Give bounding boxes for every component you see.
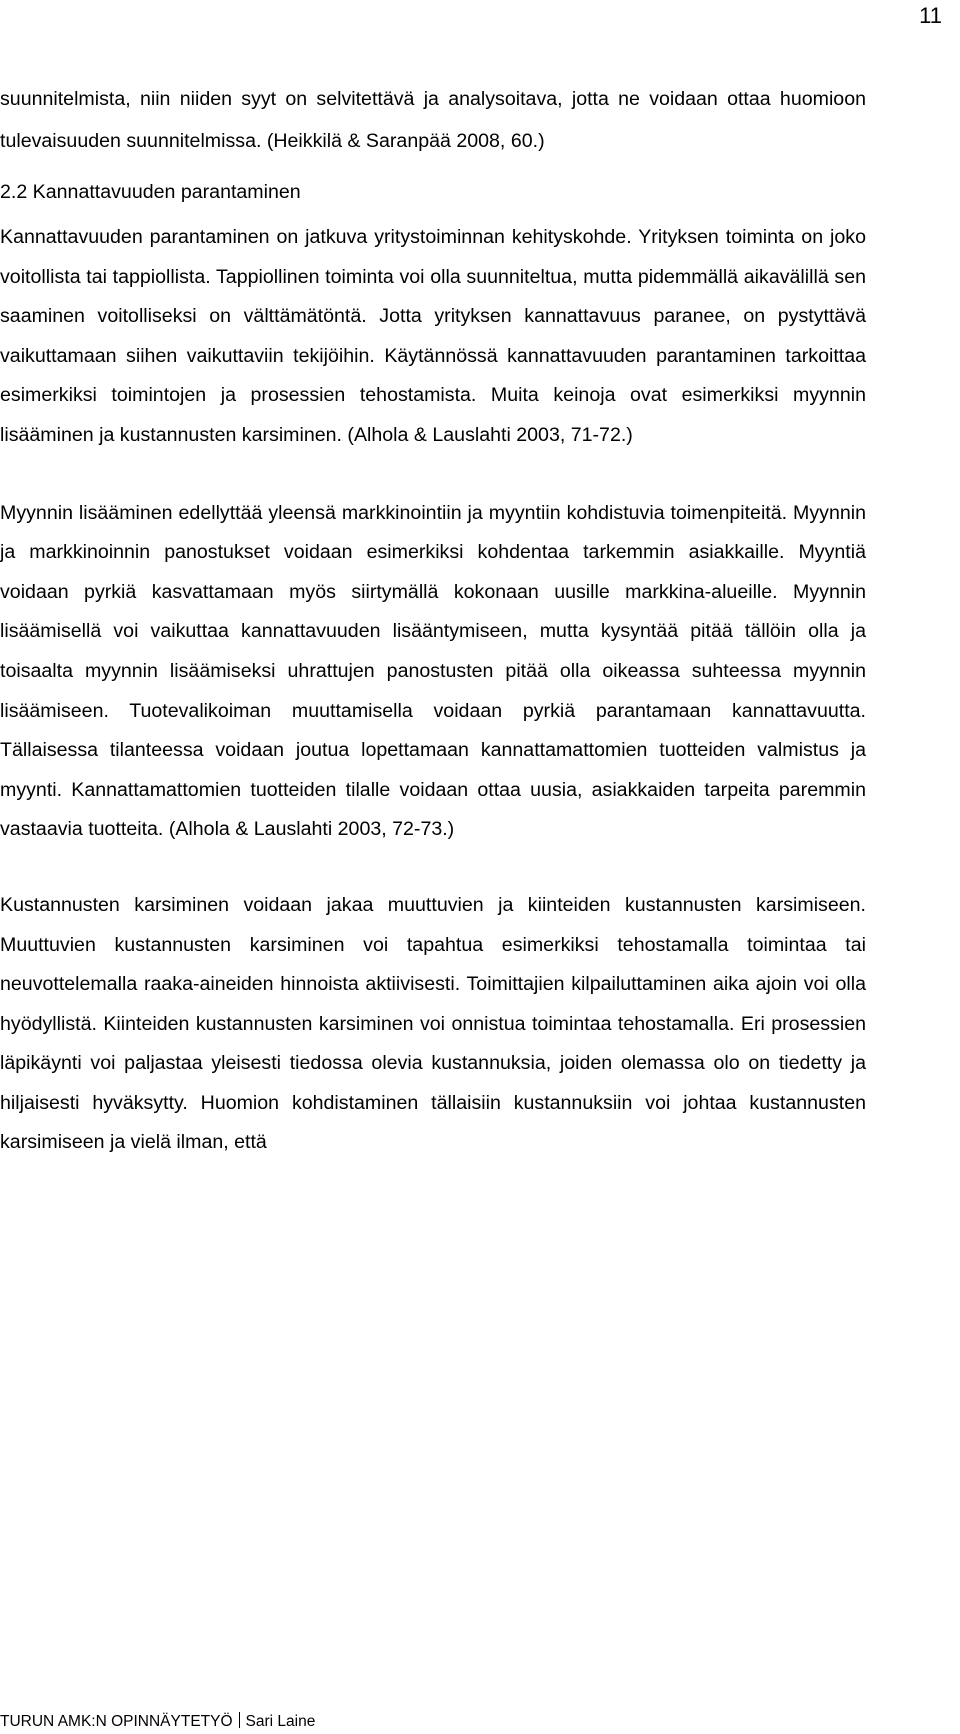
- intro-paragraph: suunnitelmista, niin niiden syyt on selvitettävä ja analysoitava, jotta ne voidaan ottaa huomioon tulevaisuuden suunnitelmissa. (Heikkilä & Saranpää 2008, 60.): [0, 88, 866, 152]
- page-footer: [0, 1712, 315, 1732]
- paragraph-costs: Kustannusten karsiminen voidaan jakaa muuttuvien ja kiinteiden kustannusten karsimiseen. Muuttuvien kustannusten karsiminen voi tapahtua esimerkiksi tehostamalla toimintaa tai neuvottelemalla raaka-aineiden hinnoista aktiivisesti. Toimittajien kilpailuttaminen aika ajoin voi olla hyödyllistä. Kiinteiden kustannusten karsiminen voi onnistua toimintaa tehostamalla. Eri prosessien läpikäynti voi paljastaa yleisesti tiedossa olevia kustannuksia, joiden olemassa olo on tiedetty ja hiljaisesti hyväksytty. Huomion kohdistaminen tällaisiin kustannuksiin voi johtaa kustannusten karsimiseen ja vielä ilman, että: [0, 893, 866, 1154]
- section-heading: 2.2 Kannattavuuden parantaminen: [0, 181, 301, 203]
- paragraph-profitability: Kannattavuuden parantaminen on jatkuva yritystoiminnan kehityskohde. Yrityksen toiminta on joko voitollista tai tappiollista. Tappiollinen toiminta voi olla suunniteltua, mutta pidemmällä aikavälillä sen saaminen voitolliseksi on välttämätöntä. Jotta yrityksen kannattavuus paranee, on pystyttävä vaikuttamaan siihen vaikuttaviin tekijöihin. Käytännössä kannattavuuden parantaminen tarkoittaa esimerkiksi toimintojen ja prosessien tehostamista. Muita keinoja ovat esimerkiksi myynnin lisääminen ja kustannusten karsiminen. (Alhola & Lauslahti 2003, 71-72.): [0, 226, 866, 446]
- footer-author: Sari Laine: [245, 1713, 316, 1730]
- footer-separator: [239, 1712, 240, 1728]
- footer-publication: TURUN AMK:N OPINNÄYTETYÖ: [0, 1713, 233, 1730]
- paragraph-sales: Myynnin lisääminen edellyttää yleensä markkinointiin ja myyntiin kohdistuvia toimenpiteitä. Myynnin ja markkinoinnin panostukset voidaan esimerkiksi kohdentaa tarkemmin asiakkaille. Myyntiä voidaan pyrkiä kasvattamaan myös siirtymällä kokonaan uusille markkina-alueille. Myynnin lisäämisellä voi vaikuttaa kannattavuuden lisääntymiseen, mutta kysyntää pitää tällöin olla ja toisaalta myynnin lisäämiseksi uhrattujen panostusten pitää olla oikeassa suhteessa myynnin lisäämiseen. Tuotevalikoiman muuttamisella voidaan pyrkiä parantamaan kannattavuutta. Tällaisessa tilanteessa voidaan joutua lopettamaan kannattamattomien tuotteiden valmistus ja myynti. Kannattamattomien tuotteiden tilalle voidaan ottaa uusia, asiakkaiden tarpeita paremmin vastaavia tuotteita. (Alhola & Lauslahti 2003, 72-73.): [0, 501, 866, 841]
- document-body: [0, 79, 866, 1163]
- page-number: 11: [919, 3, 942, 28]
